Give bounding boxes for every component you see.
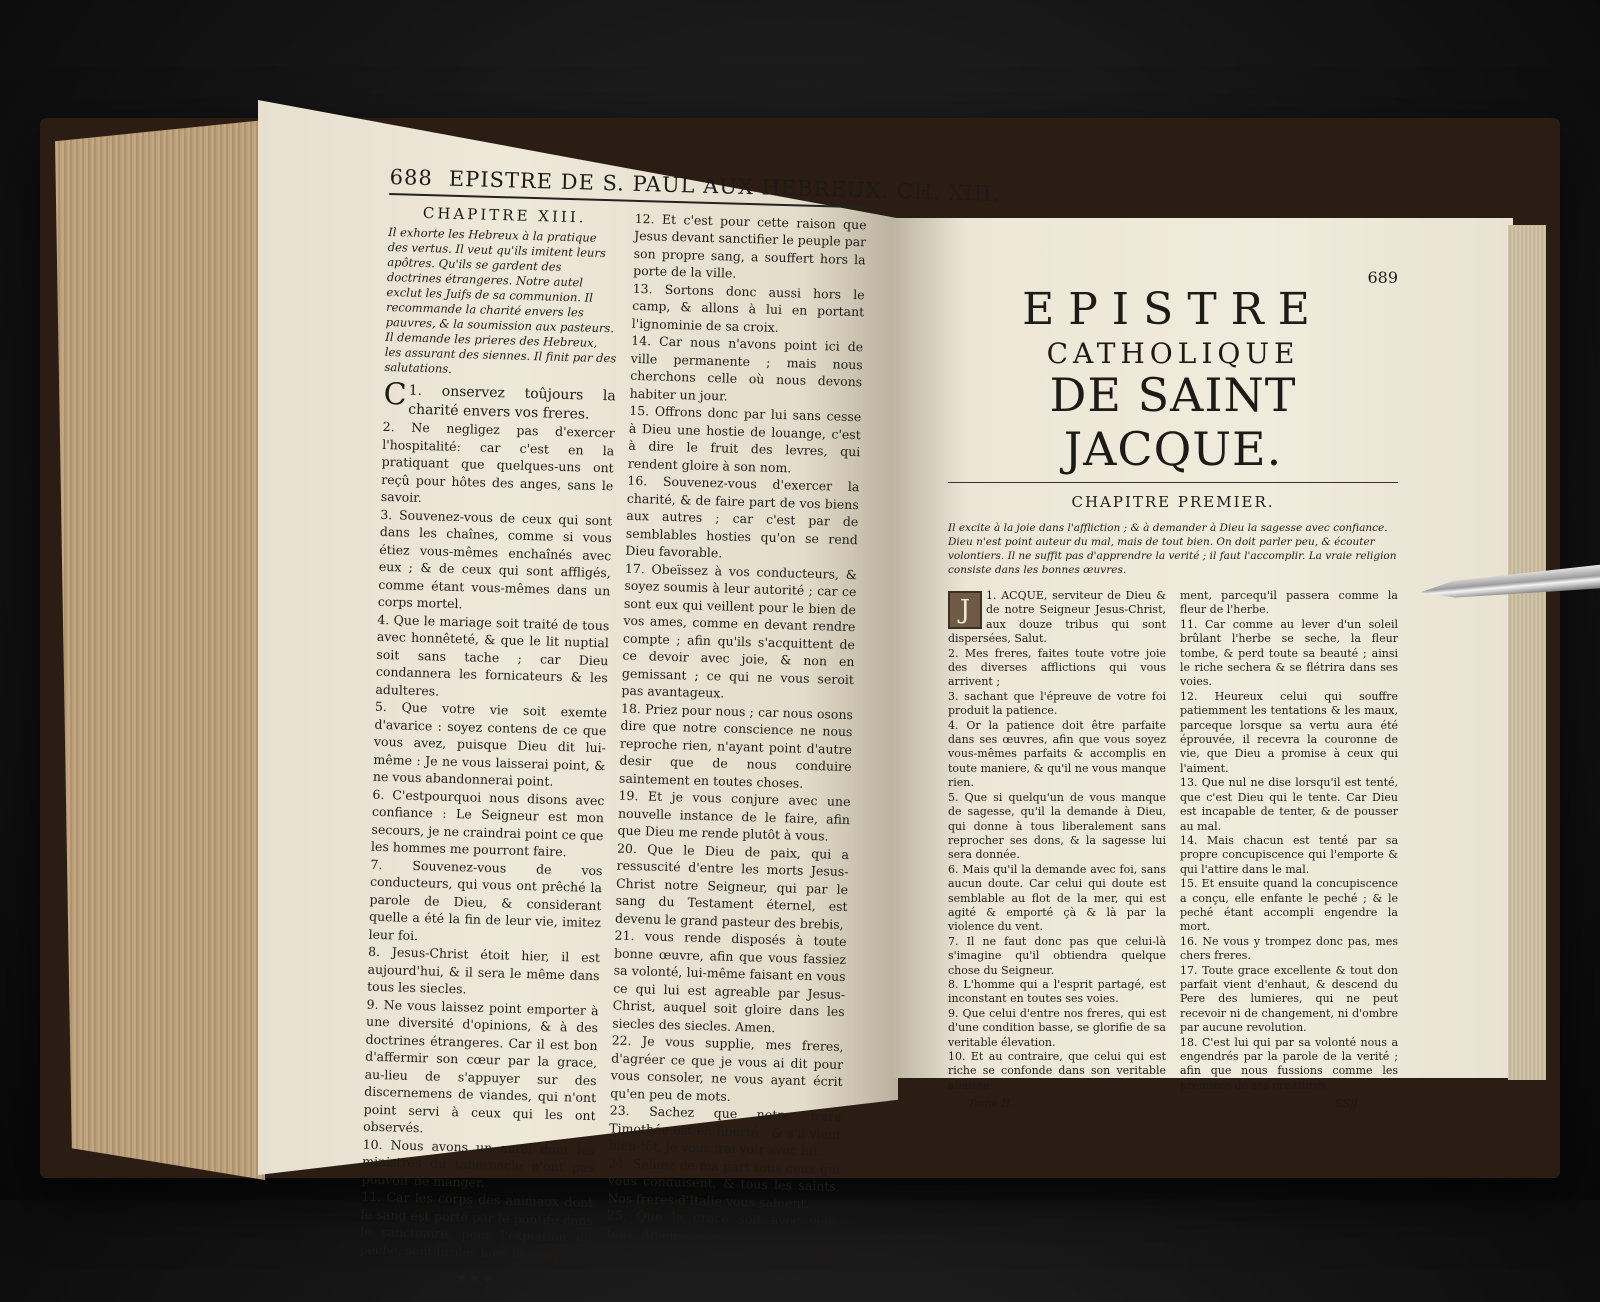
drop-cap-j: J [948, 591, 982, 629]
left-page-number: 688 [389, 165, 434, 191]
lcol2-verse: 24. Saluez de ma part tous ceux qui vous conduisent, & tous les saints. Nos freres d'Italie vous saluent. [607, 1155, 841, 1211]
lcol2-verse: 22. Je vous supplie, mes freres, d'agréer ce que je vous ai dit pour vous consoler, ne vous ayant écrit qu'en peu de mots. [610, 1032, 844, 1104]
right-column-2 [1180, 589, 1398, 1093]
lcol2-verse: 18. Priez pour nous ; car nous osons dire que notre conscience ne nous reproche rien, n'ayant point d'autre desir que de nous conduire saintement en toutes choses. [618, 700, 854, 791]
lcol1-verse: 3. Souvenez-vous de ceux qui sont dans les chaînes, comme si vous étiez vous-mêmes enchaînés avec eux ; & de ceux qui sont affligés, comme étant vous-mêmes dans un corps mortel. [377, 506, 613, 612]
right-page-footer [948, 1097, 1398, 1110]
tome-label: Tome II. [968, 1097, 1014, 1111]
lcol1-verse: 4. Que le mariage soit traité de tous avec honnêteté, & que le lit nuptial soit sans tache ; car Dieu condannera les fornicateurs & les adulteres. [375, 611, 610, 699]
book-fore-edge [55, 120, 265, 1180]
catchword: EPISTRE [779, 1248, 838, 1264]
rcol1-verse: 6. Mais qu'il la demande avec foi, sans aucun doute. Car celui qui doute est semblable au flot de la mer, qui est agité & emporté çà & là par la violence du vent. [948, 862, 1166, 934]
lcol1-verse: 8. Jesus-Christ étoit hier, il est aujourd'hui, & il sera le même dans tous les siecles. [366, 944, 601, 997]
rcol1-verse: 5. Que si quelqu'un de vous manque de sagesse, qu'il la demande à Dieu, qui donne à tous liberalement sans reprocher ses dons, & la sagesse lui sera donnée. [948, 790, 1166, 862]
rcol1-verse: 9. Que celui d'entre nos freres, qui est d'une condition basse, se glorifie de sa veritable élevation. [948, 1006, 1166, 1049]
left-col2-verses [606, 209, 867, 1248]
lcol2-verse: 14. Car nous n'avons point ici de ville permanente ; mais nous cherchons celle où nous devons habiter un jour. [629, 332, 864, 404]
left-col1-verses [360, 418, 615, 1264]
rcol2-verse: 12. Heureux celui qui souffre patiemment les tentations & les maux, parceque lorsque sa vertu aura été éprouvée, il recevra la couronne de vie, que Dieu a promise à ceux qui l'aiment. [1180, 689, 1398, 775]
lcol2-verse: 16. Souvenez-vous d'exercer la charité, & de faire part de vos biens aux autres ; car c'est par de semblables hosties qu'on se rend Dieu favorable. [625, 472, 860, 561]
lcol1-verse: 2. Ne negligez pas d'exercer l'hospitalité: car c'est en la pratiquant que quelques-uns ont reçû pour hôtes des anges, sans le savoir. [380, 419, 615, 506]
rcol2-verse: ment, parcequ'il passera comme la fleur de l'herbe. [1180, 589, 1398, 617]
rcol2-verse: 13. Que nul ne dise lorsqu'il est tenté, que c'est Dieu qui le tente. Car Dieu est incapable de tenter, & de pousser au mal. [1180, 776, 1398, 833]
left-chapter-title: CHAPITRE XIII. [422, 203, 587, 227]
left-verse-1: 1. C onservez toûjours la charité envers vos freres. [383, 377, 616, 423]
lcol2-verse: 23. Sachez que notre frere Timothée est en liberté : & s'il vient bien-tôt, je vous irai voir avec lui. [608, 1102, 842, 1159]
lcol2-verse: 25. Que la grace soit avec vous tous. Amen. [606, 1207, 839, 1243]
right-page-edges [1508, 225, 1546, 1080]
left-running-title: EPISTRE DE S. PAUL AUX HEBREUX. CH. XIII. [448, 166, 1001, 207]
right-col2-verses [1180, 589, 1398, 1093]
right-column-1 [948, 589, 1166, 1093]
rcol1-verse: 7. Il ne faut donc pas que celui-là s'imagine qu'il obtiendra quelque chose du Seigneur. [948, 934, 1166, 977]
rcol1-verse: 10. Et au contraire, que celui qui est riche se confonde dans son veritable abaisse- [948, 1050, 1166, 1092]
lcol2-verse: 15. Offrons donc par lui sans cesse à Dieu une hostie de louange, c'est à dire le fruit des levres, qui rendent gloire à son nom. [627, 402, 862, 475]
right-col1-verses [948, 647, 1166, 1094]
rcol1-verse: 8. L'homme qui a l'esprit partagé, est inconstant en toutes ses voies. [948, 977, 1166, 1006]
lcol2-verse: 13. Sortons donc aussi hors le camp, & allons à lui en portant l'ignominie de sa croix. [631, 280, 865, 335]
lcol2-verse: 17. Obeïssez à vos conducteurs, & soyez soumis à leur autorité ; car ce sont eux qui veillent pour le bien de vos ames, comme en devant rendre compte ; afin qu'ils s'acquittent de ce devoir avec joie, & non en gemissant ; ce qui ne vous seroit pas avantageux. [621, 560, 858, 701]
right-title-rule [948, 482, 1398, 483]
ornament-flourish: ❦❦❦ [454, 1267, 496, 1288]
left-column-2 [605, 209, 867, 1297]
rcol2-verse: 17. Toute grace excellente & tout don parfait vient d'enhaut, & descend du Pere des lumieres, qui ne peut recevoir ni de changement, ni d'ombre par aucune revolution. [1180, 963, 1398, 1035]
lcol1-verse: 10. Nous avons un autel dont les ministres du tabernacle n'ont pas pouvoir de manger. [361, 1136, 595, 1190]
lcol1-verse: 5. Que votre vie soit exemte d'avarice : soyez contens de ce que vous avez, puisque Dieu dit lui-même : Je ne vous laisserai point, & ne vous abandonnerai point. [372, 699, 608, 790]
lcol1-verse: 6. C'estpourquoi nous disons avec confiance : Le Seigneur est mon secours, je ne craindrai point ce que les hommes me pourront faire. [370, 786, 605, 860]
right-chapter-title: CHAPITRE PREMIER. [1071, 493, 1275, 511]
lcol1-verse: 7. Souvenez-vous de vos conducteurs, qui vous ont prêché la parole de Dieu, & considerant quelle a été la fin de leur vie, imitez leur foi. [368, 856, 603, 943]
rcol2-verse: 15. Et ensuite quand la concupiscence a conçu, elle enfante le peché ; & le peché étant accompli engendre la mort. [1180, 877, 1398, 934]
right-page-number: 689 [1367, 268, 1398, 287]
drop-cap-c: C [383, 377, 408, 413]
left-chapter-summary: Il exhorte les Hebreux à la pratique des vertus. Il veut qu'ils imitent leurs apôtres. Qu'ils se gardent des doctrines étrangeres. Notre autel exclut les Juifs de sa communion. Il recommande la charité envers les pauvres, & la soumission aux pasteurs. Il demande les prieres des Hebreux, les assurant des siennes. Il finit par des salutations. [384, 225, 617, 376]
signature-mark: SSff [1335, 1097, 1358, 1111]
right-verse-1: 1. J ACQUE, serviteur de Dieu & de notre Seigneur Jesus-Christ, aux douze tribus qui sont dispersées, Salut. [948, 589, 1167, 646]
rcol2-verse: 14. Mais chacun est tenté par sa propre concupiscence qui l'emporte & qui l'attire dans le mal. [1180, 833, 1398, 876]
title-line-1: EPISTRE [1022, 284, 1324, 335]
rcol2-verse: 16. Ne vous y trompez donc pas, mes chers freres. [1180, 934, 1398, 963]
title-line-3: DE SAINT JACQUE. [1049, 368, 1297, 476]
rcol1-verse: 4. Or la patience doit être parfaite dans ses œuvres, afin que vous soyez vous-mêmes parfaits & accomplis en toute maniere, & qu'il ne vous manque rien. [948, 718, 1166, 790]
rcol2-verse: 11. Car comme au lever d'un soleil brûlant l'herbe se seche, la fleur tombe, & perd toute sa beauté ; ainsi le riche sechera & se flétrira dans ses voies. [1180, 617, 1398, 689]
lcol1-verse: 11. Car les corps des animaux dont le sang est porté par le pontife dans le sanctuaire, pour l'expiation du peché, sont brûlés hors le camp. [359, 1188, 594, 1263]
lcol2-verse: 19. Et je vous conjure avec une nouvelle instance de le faire, afin que Dieu me rende plutôt à vous. [617, 787, 851, 844]
lcol2-verse: 20. Que le Dieu de paix, qui a ressuscité d'entre les morts Jesus-Christ notre Seigneur, qui par le sang du Testament éternel, est devenu le grand pasteur des brebis, [614, 840, 850, 932]
rcol1-verse: 2. Mes freres, faites toute votre joie des diverses afflictions qui vous arrivent ; [948, 646, 1166, 689]
rcol2-verse: 18. C'est lui qui par sa volonté nous a engendrés par la parole de la verité ; afin que nous fussions comme les prémices de ses creatures. [1180, 1035, 1398, 1092]
right-chapter-summary: Il excite à la joie dans l'affliction ; & à demander à Dieu la sagesse avec confiance. Dieu n'est point auteur du mal, mais de tout bien. On doit parler peu, & écouter volontiers. Il ne suffit pas d'apprendre la verité ; il faut l'accomplir. La vraie religion consiste dans les bonnes œuvres. [948, 522, 1397, 576]
right-columns [948, 589, 1398, 1093]
lcol2-verse: 21. vous rende disposés à toute bonne œuvre, afin que vous fassiez sa volonté, lui-même faisant en vous ce qui lui est agreable par Jesus-Christ, auquel soit gloire dans les siecles des siecles. Amen. [612, 927, 847, 1035]
lcol1-verse: 9. Ne vous laissez point emporter à une diversité d'opinions, & à des doctrines étrangeres. Car il est bon d'affermir son cœur par la grace, au-lieu de s'appuyer sur des discernemens de viandes, qui n'ont point servi à ceux qui les ont observés. [363, 996, 599, 1136]
rcol1-verse: 3. sachant que l'épreuve de votre foi produit la patience. [948, 689, 1166, 718]
left-column-1 [359, 203, 621, 1291]
left-columns [359, 203, 879, 1299]
lcol2-verse: 12. Et c'est pour cette raison que Jesus devant sanctifier le peuple par son propre sang, a souffert hors la porte de la ville. [633, 210, 867, 281]
right-page [948, 268, 1398, 1110]
title-line-2: CATHOLIQUE [1046, 337, 1300, 370]
